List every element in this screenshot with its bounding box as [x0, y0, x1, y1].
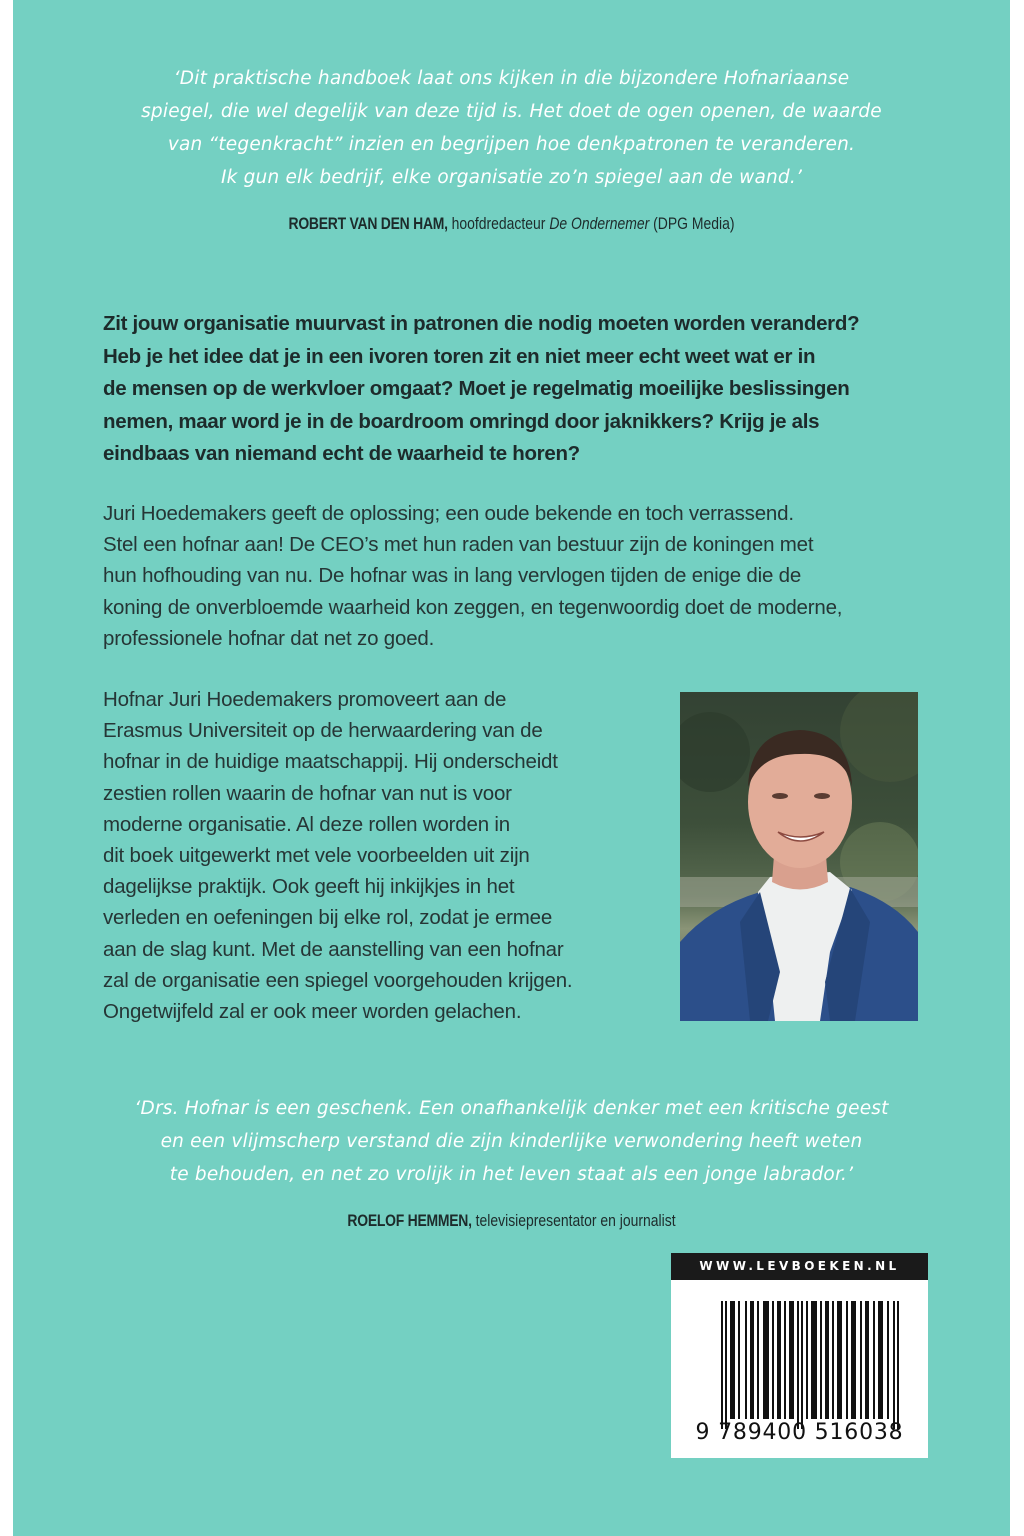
- attribution-role: hoofdredacteur: [451, 214, 546, 233]
- lead-line: nemen, maar word je in de boardroom omringd door jaknikkers? Krijg je als: [103, 409, 820, 433]
- body-line: Ongetwijfeld zal er ook meer worden gelachen.: [103, 1000, 522, 1024]
- lead-line: Heb je het idee dat je in een ivoren toren zit en niet meer echt weet wat er in: [103, 344, 816, 368]
- author-photo: [680, 692, 918, 1021]
- body-paragraph-1: [103, 498, 903, 654]
- body-line: moderne organisatie. Al deze rollen worden in: [103, 812, 510, 836]
- body-line: zestien rollen waarin de hofnar van nut is voor: [103, 781, 512, 805]
- body-line: zal de organisatie een spiegel voorgehouden krijgen.: [103, 968, 573, 992]
- top-quote: [13, 62, 1010, 194]
- top-quote-attribution: [103, 214, 921, 234]
- lead-line: Zit jouw organisatie muurvast in patronen die nodig moeten worden veranderd?: [103, 312, 860, 335]
- isbn-number: 9 789400 516038: [695, 1420, 904, 1445]
- body-line: Juri Hoedemakers geeft de oplossing; een oude bekende en toch verrassend.: [103, 502, 794, 525]
- body-paragraph-2: [103, 684, 673, 1027]
- lead-line: de mensen op de werkvloer omgaat? Moet je regelmatig moeilijke beslissingen: [103, 377, 850, 400]
- quote-line: Ik gun elk bedrijf, elke organisatie zo’n spiegel aan de wand.’: [220, 167, 803, 188]
- attribution-role: televisiepresentator en journalist: [475, 1211, 676, 1230]
- attribution-name: ROBERT VAN DEN HAM,: [288, 214, 448, 233]
- book-back-cover: [13, 0, 1010, 1536]
- bottom-quote: [13, 1092, 1010, 1191]
- quote-line: ‘Dit praktische handboek laat ons kijken in die bijzondere Hofnariaanse: [173, 68, 850, 89]
- barcode-box: [671, 1253, 928, 1458]
- body-line: Stel een hofnar aan! De CEO’s met hun raden van bestuur zijn de koningen met: [103, 533, 814, 557]
- quote-line: en een vlijmscherp verstand die zijn kinderlijke verwondering heeft weten: [160, 1131, 863, 1152]
- attribution-name: ROELOF HEMMEN,: [347, 1211, 472, 1230]
- quote-line: ‘Drs. Hofnar is een geschenk. Een onafhankelijk denker met een kritische geest: [134, 1098, 889, 1119]
- body-line: professionele hofnar dat net zo goed.: [103, 626, 435, 650]
- lead-paragraph: [103, 308, 933, 471]
- quote-line: spiegel, die wel degelijk van deze tijd is. Het doet de ogen openen, de waarde: [141, 101, 882, 122]
- attribution-suffix: (DPG Media): [653, 214, 735, 233]
- body-line: dit boek uitgewerkt met vele voorbeelden uit zijn: [103, 844, 530, 868]
- lead-line: eindbaas van niemand echt de waarheid te horen?: [103, 442, 580, 465]
- body-line: hun hofhouding van nu. De hofnar was in lang vervlogen tijden de enige die de: [103, 564, 802, 588]
- quote-line: te behouden, en net zo vrolijk in het leven staat als een jonge labrador.’: [169, 1164, 854, 1185]
- body-line: hofnar in de huidige maatschappij. Hij onderscheidt: [103, 750, 558, 774]
- bottom-quote-attribution: [103, 1211, 921, 1231]
- body-line: Erasmus Universiteit op de herwaardering van de: [103, 719, 543, 743]
- body-line: aan de slag kunt. Met de aanstelling van een hofnar: [103, 937, 564, 961]
- body-line: dagelijkse praktijk. Ook geeft hij inkijkjes in het: [103, 875, 515, 899]
- quote-line: van “tegenkracht” inzien en begrijpen hoe denkpatronen te veranderen.: [167, 134, 856, 155]
- barcode-icon: [721, 1301, 901, 1429]
- body-line: verleden en oefeningen bij elke rol, zodat je ermee: [103, 906, 553, 930]
- body-line: koning de onverbloemde waarheid kon zeggen, en tegenwoordig doet de moderne,: [103, 595, 843, 619]
- attribution-publication: De Ondernemer: [549, 214, 650, 233]
- body-line: Hofnar Juri Hoedemakers promoveert aan de: [103, 688, 507, 711]
- publisher-website: WWW.LEVBOEKEN.NL: [671, 1253, 928, 1280]
